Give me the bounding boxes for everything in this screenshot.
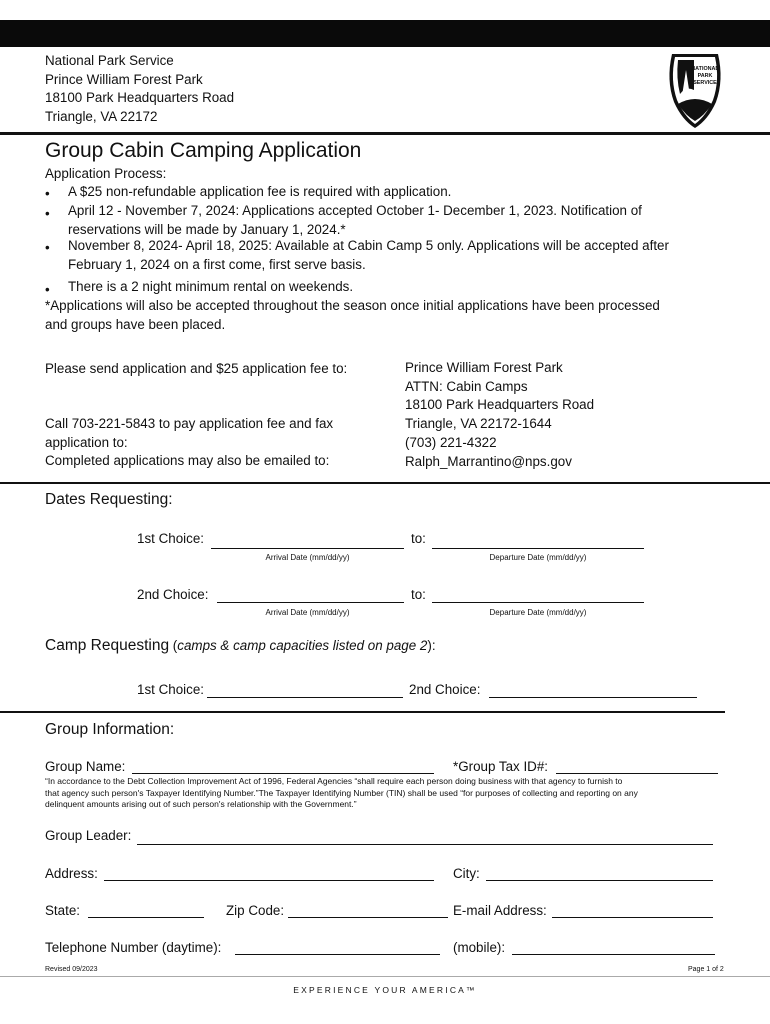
- header-divider: [0, 132, 770, 135]
- address-line: Prince William Forest Park: [405, 360, 563, 375]
- process-heading: Application Process:: [45, 166, 167, 181]
- bullet-glyph: •: [45, 186, 50, 201]
- tax-id-field[interactable]: [556, 773, 718, 774]
- phone-day-field[interactable]: [235, 954, 440, 955]
- zip-field[interactable]: [288, 917, 448, 918]
- logo-text-service: SERVICE: [693, 80, 717, 86]
- address-line: ATTN: Cabin Camps: [405, 378, 528, 394]
- phone-day-label: Telephone Number (daytime):: [45, 940, 222, 955]
- camp-heading-text: Camp Requesting: [45, 637, 170, 654]
- org-city: Triangle, VA 22172: [45, 108, 158, 124]
- send-instruction: Please send application and $25 application fee to:: [45, 361, 348, 376]
- process-note: [45, 297, 660, 334]
- arrival-date-hint: Arrival Date (mm/dd/yy): [265, 608, 350, 617]
- note-line: *Applications will also be accepted throughout the season once initial applications have been processed: [45, 298, 660, 313]
- state-label: State:: [45, 903, 80, 918]
- bullet-item-season-1: [68, 202, 748, 239]
- to-label: to:: [411, 587, 426, 602]
- address-line: Triangle, VA 22172-1644: [405, 415, 552, 431]
- group-name-field[interactable]: [132, 773, 434, 774]
- second-departure-field[interactable]: [432, 602, 644, 603]
- bullet-line: There is a 2 night minimum rental on weekends.: [68, 279, 354, 294]
- bullet-line: November 8, 2024- April 18, 2025: Available at Cabin Camp 5 only. Applications will be accepted after: [68, 238, 669, 253]
- bullet-line: reservations will be made by January 1, 2024.*: [68, 221, 346, 237]
- first-departure-field[interactable]: [432, 548, 644, 549]
- address-field[interactable]: [104, 880, 434, 881]
- camp-first-choice-field[interactable]: [207, 697, 403, 698]
- camp-note-close: ):: [427, 638, 436, 653]
- arrival-date-hint: Arrival Date (mm/dd/yy): [265, 553, 350, 562]
- city-label: City:: [453, 866, 480, 881]
- camp-first-choice-label: 1st Choice:: [137, 682, 204, 697]
- dates-heading: Dates Requesting:: [45, 491, 173, 508]
- note-line: and groups have been placed.: [45, 316, 226, 332]
- revised-date: Revised 09/2023: [45, 966, 98, 973]
- email-label: E-mail Address:: [453, 903, 547, 918]
- to-label: to:: [411, 531, 426, 546]
- bullet-item-season-2: [68, 237, 748, 274]
- tax-id-label: *Group Tax ID#:: [453, 759, 549, 774]
- bullet-glyph: •: [45, 206, 50, 221]
- second-choice-label: 2nd Choice:: [137, 587, 209, 602]
- tin-disclaimer: [45, 776, 745, 811]
- bullet-line: A $25 non-refundable application fee is required with application.: [68, 184, 452, 199]
- logo-text-park: PARK: [697, 73, 713, 79]
- first-arrival-field[interactable]: [211, 548, 404, 549]
- camp-second-choice-field[interactable]: [489, 697, 697, 698]
- camp-note-open: (: [169, 638, 178, 653]
- mobile-field[interactable]: [512, 954, 715, 955]
- email-field[interactable]: [552, 917, 713, 918]
- zip-label: Zip Code:: [226, 903, 285, 918]
- address-line: 18100 Park Headquarters Road: [405, 397, 595, 412]
- group-heading: Group Information:: [45, 721, 175, 738]
- first-choice-label: 1st Choice:: [137, 531, 204, 546]
- second-arrival-field[interactable]: [217, 602, 404, 603]
- bullet-glyph: •: [45, 240, 50, 255]
- top-banner-bar: [0, 20, 770, 47]
- group-leader-label: Group Leader:: [45, 828, 132, 843]
- departure-date-hint: Departure Date (mm/dd/yy): [489, 608, 587, 617]
- footer-tagline: EXPERIENCE YOUR AMERICA™: [293, 985, 477, 995]
- camp-second-choice-label: 2nd Choice:: [409, 682, 481, 697]
- bullet-line: April 12 - November 7, 2024: Applications accepted October 1- December 1, 2023. Notification of: [68, 203, 642, 218]
- departure-date-hint: Departure Date (mm/dd/yy): [489, 553, 587, 562]
- mobile-label: (mobile):: [453, 940, 506, 955]
- contact-phone: (703) 221-4322: [405, 435, 497, 450]
- bullet-glyph: •: [45, 282, 50, 297]
- bullet-line: February 1, 2024 on a first come, first serve basis.: [68, 256, 366, 272]
- email-instruction: Completed applications may also be emailed to:: [45, 453, 330, 468]
- camp-note: camps & camp capacities listed on page 2: [177, 638, 428, 653]
- state-field[interactable]: [88, 917, 204, 918]
- group-leader-field[interactable]: [137, 844, 713, 845]
- org-address-block: [45, 52, 234, 126]
- page-title: Group Cabin Camping Application: [45, 139, 362, 162]
- nps-arrowhead-logo: [664, 50, 726, 130]
- org-name: National Park Service: [45, 53, 174, 68]
- disclaimer-line: delinquent amounts arising out of such person's relationship with the Government.”: [45, 799, 357, 809]
- footer-divider: [0, 976, 770, 977]
- address-label: Address:: [45, 866, 98, 881]
- contact-email: Ralph_Marrantino@nps.gov: [405, 454, 572, 469]
- call-instruction: [45, 415, 333, 471]
- bullet-item-minimum: [68, 278, 748, 297]
- camp-divider: [0, 711, 725, 713]
- call-line: application to:: [45, 434, 128, 450]
- disclaimer-line: that agency such person's Taxpayer Identifying Number.”The Taxpayer Identifying Number (TIN) shall be used “for purposes of collecting and reporting on any: [45, 787, 638, 798]
- logo-text-national: NATIONAL: [691, 66, 719, 72]
- camp-heading: [45, 637, 436, 655]
- park-name: Prince William Forest Park: [45, 71, 203, 87]
- mailing-address: [405, 359, 594, 433]
- disclaimer-line: “In accordance to the Debt Collection Improvement Act of 1996, Federal Agencies “shall require each person doing business with that agency to furnish to: [45, 776, 623, 786]
- bullet-item-fee: [68, 183, 748, 202]
- city-field[interactable]: [486, 880, 713, 881]
- send-divider: [0, 482, 770, 484]
- org-street: 18100 Park Headquarters Road: [45, 90, 235, 105]
- group-name-label: Group Name:: [45, 759, 126, 774]
- call-line: Call 703-221-5843 to pay application fee and fax: [45, 416, 334, 431]
- page-number: Page 1 of 2: [688, 966, 724, 973]
